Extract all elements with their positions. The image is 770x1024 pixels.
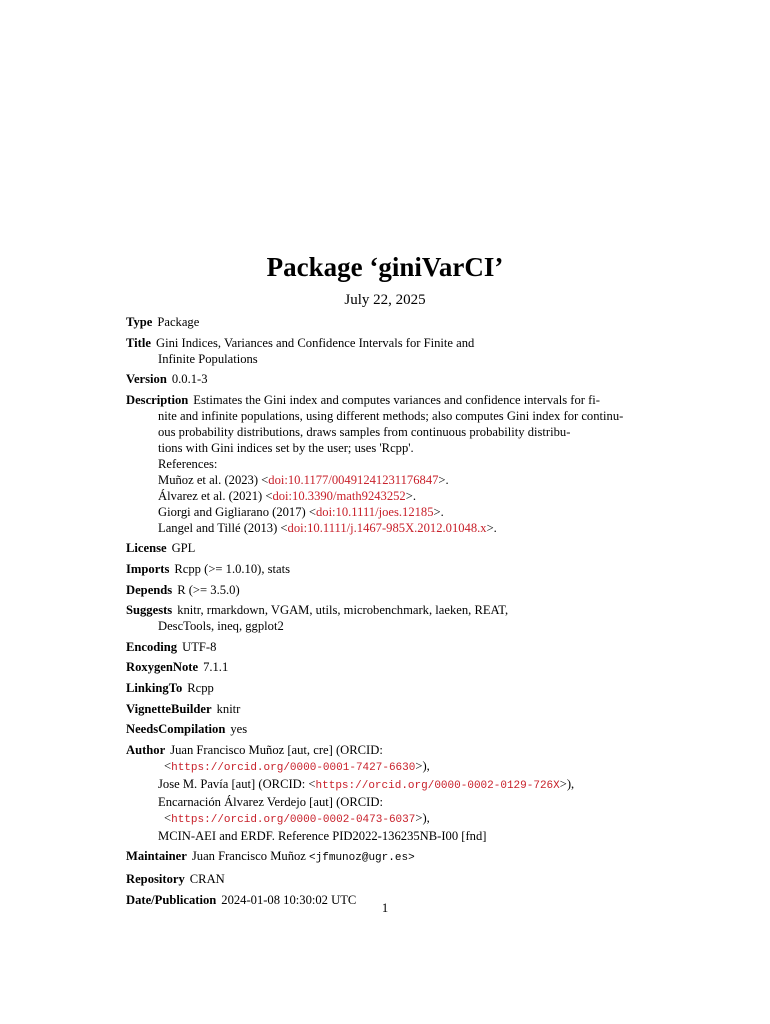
field-value: UTF-8: [182, 639, 217, 654]
field-repository: [126, 871, 626, 887]
doi-link[interactable]: doi:10.1111/j.1467-985X.2012.01048.x: [287, 520, 487, 535]
description-line: tions with Gini indices set by the user; uses 'Rcpp'.: [158, 440, 414, 455]
reference-text: Langel and Tillé (2013) <: [158, 520, 288, 535]
field-value: CRAN: [189, 871, 225, 886]
field-license: [126, 540, 626, 556]
orcid-link[interactable]: https://orcid.org/0000-0002-0473-6037: [171, 813, 416, 826]
field-value: 0.0.1-3: [171, 372, 208, 387]
field-value: Estimates the Gini index and computes variances and confidence intervals for fi-: [193, 392, 600, 407]
description-line: References:: [158, 456, 218, 471]
package-fields: [126, 314, 626, 912]
author-orcid-line: [126, 758, 626, 776]
reference-line: [126, 504, 626, 520]
description-line: ous probability distributions, draws samples from continuous probability distribu-: [158, 424, 571, 439]
reference-text: Giorgi and Gigliarano (2017) <: [158, 504, 316, 519]
field-roxygennote: [126, 659, 626, 675]
field-key: RoxygenNote: [126, 660, 199, 675]
field-description: [126, 392, 626, 536]
field-maintainer: [126, 848, 626, 866]
field-key: VignetteBuilder: [126, 701, 212, 716]
field-key: Date/Publication: [126, 892, 217, 907]
reference-line: [126, 472, 626, 488]
page-number: 1: [381, 901, 389, 915]
field-key: Version: [126, 372, 167, 387]
field-value-continued: DescTools, ineq, ggplot2: [158, 619, 284, 634]
reference-text: Álvarez et al. (2021) <: [158, 488, 273, 503]
field-key: Author: [126, 742, 166, 757]
field-type: [126, 314, 626, 330]
field-value-continued: Infinite Populations: [158, 351, 258, 366]
field-imports: [126, 561, 626, 577]
author-text: >),: [559, 776, 575, 791]
field-value: Package: [157, 315, 200, 329]
field-value: Juan Francisco Muñoz: [191, 849, 310, 864]
field-key: Encoding: [126, 639, 178, 654]
field-key: Maintainer: [126, 849, 187, 864]
description-line: nite and infinite populations, using different methods; also computes Gini index for continu-: [158, 408, 624, 423]
author-line: MCIN-AEI and ERDF. Reference PID2022-136235NB-I00 [fnd]: [158, 828, 487, 843]
field-value: knitr, rmarkdown, VGAM, utils, microbenchmark, laeken, REAT,: [177, 603, 509, 618]
maintainer-email: <jfmunoz@ugr.es>: [309, 852, 415, 865]
orcid-link[interactable]: https://orcid.org/0000-0002-0129-726X: [315, 779, 560, 792]
field-depends: [126, 582, 626, 598]
field-key: License: [126, 541, 167, 556]
field-value: GPL: [171, 541, 196, 556]
orcid-text: >),: [415, 758, 430, 773]
orcid-link[interactable]: https://orcid.org/0000-0001-7427-6630: [171, 761, 416, 774]
field-vignettebuilder: [126, 701, 626, 717]
orcid-text: >),: [415, 810, 430, 825]
field-key: LinkingTo: [126, 680, 183, 695]
field-value: 2024-01-08 10:30:02 UTC: [221, 892, 357, 907]
field-title: [126, 335, 626, 367]
field-key: Title: [126, 335, 151, 350]
reference-text: >.: [405, 488, 416, 503]
reference-line: [126, 520, 626, 536]
orcid-text: <: [164, 758, 172, 773]
page-date: July 22, 2025: [344, 292, 426, 308]
field-key: Type: [126, 315, 153, 329]
page-title: Package ‘giniVarCI’: [266, 252, 504, 282]
field-value: Juan Francisco Muñoz [aut, cre] (ORCID:: [170, 742, 383, 757]
field-value: Rcpp (>= 1.0.10), stats: [174, 561, 291, 576]
doi-link[interactable]: doi:10.1111/joes.12185: [315, 504, 434, 519]
field-key: Depends: [126, 582, 173, 597]
field-value: yes: [230, 722, 248, 737]
field-key: Imports: [126, 561, 170, 576]
field-value: R (>= 3.5.0): [177, 582, 240, 597]
reference-text: >.: [438, 472, 449, 487]
field-encoding: [126, 639, 626, 655]
field-value: Gini Indices, Variances and Confidence Intervals for Finite and: [155, 335, 475, 350]
field-key: NeedsCompilation: [126, 722, 226, 737]
field-key: Description: [126, 392, 189, 407]
author-line: [126, 776, 626, 794]
orcid-text: <: [164, 810, 172, 825]
reference-text: >.: [433, 504, 444, 519]
field-value: Rcpp: [187, 680, 214, 695]
reference-line: [126, 488, 626, 504]
doi-link[interactable]: doi:10.3390/math9243252: [272, 488, 406, 503]
doi-link[interactable]: doi:10.1177/00491241231176847: [268, 472, 439, 487]
field-needscompilation: [126, 721, 626, 737]
field-suggests: [126, 602, 626, 634]
field-value: 7.1.1: [203, 660, 229, 675]
author-text: Jose M. Pavía [aut] (ORCID: <: [158, 776, 316, 791]
field-key: Suggests: [126, 603, 173, 618]
field-key: Repository: [126, 871, 185, 886]
field-linkingto: [126, 680, 626, 696]
author-orcid-line: [126, 810, 626, 828]
reference-text: >.: [486, 520, 497, 535]
author-line: Encarnación Álvarez Verdejo [aut] (ORCID:: [158, 794, 383, 809]
field-value: knitr: [216, 701, 241, 716]
field-version: [126, 371, 626, 387]
reference-text: Muñoz et al. (2023) <: [158, 472, 269, 487]
field-author: [126, 742, 626, 844]
